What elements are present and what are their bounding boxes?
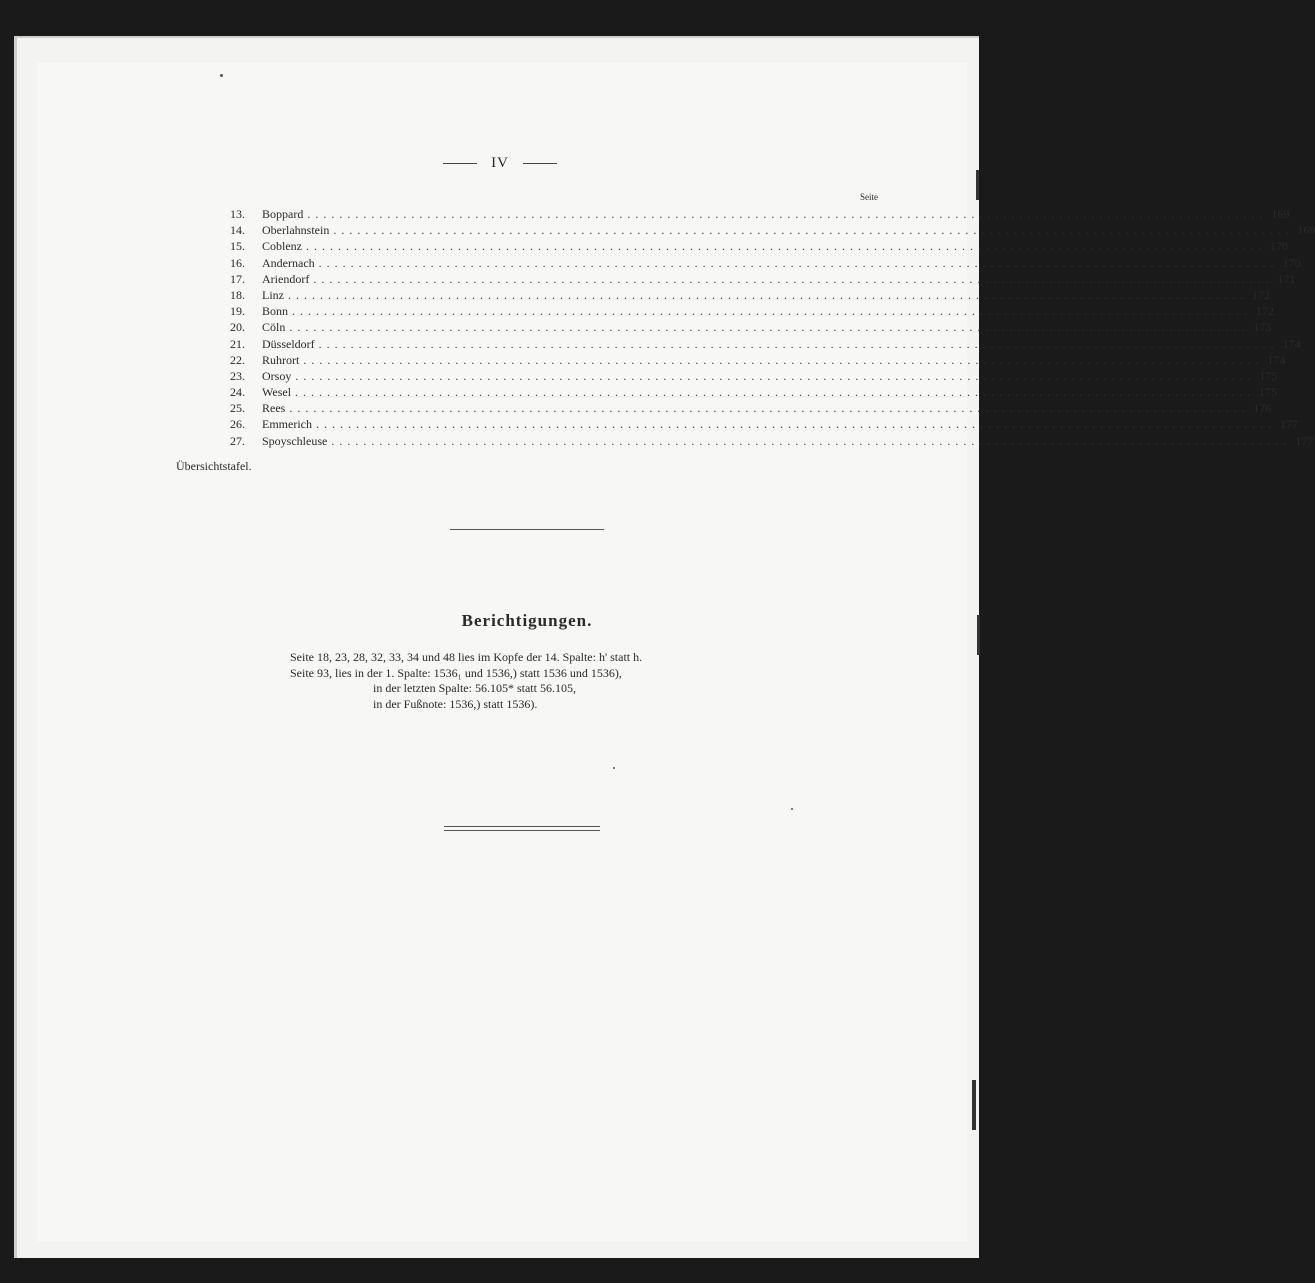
toc-entry-number: 27. [230,433,245,448]
toc-leader-dots: ........................................................................................................................ [288,287,1248,302]
toc-entry-page: 170 [1270,239,1288,254]
correction-line: in der Fußnote: 1536,) statt 1536). [373,696,538,711]
toc-entry-number: 22. [230,352,245,367]
correction-line: Seite 18, 23, 28, 32, 33, 34 und 48 lies im Kopfe der 14. Spalte: h' statt h. [290,650,643,664]
toc-entry-page: 172 [1256,304,1275,319]
corrections-title: Berichtigungen. [461,611,593,630]
correction-line: in der letzten Spalte: 56.105* statt 56.105, [373,681,576,695]
toc-leader-dots: ........................................................................................................................ [307,207,1268,221]
binding-mark [972,1080,976,1130]
page-number: IV [491,155,509,171]
toc-entry-page: 177 [1279,417,1298,432]
toc-entry-page: 169 [1297,223,1315,238]
toc-entry [230,384,1278,400]
toc-entry-number: 13. [230,207,245,221]
toc-leader-dots: ........................................................................................................................ [333,223,1294,238]
correction-line: Seite 93, lies in der 1. Spalte: 1536₁ und 1536,) statt 1536 und 1536), [290,665,622,680]
toc-entry-number: 20. [230,320,245,335]
toc-column-label: Seite [860,192,878,202]
toc-entry-page: 171 [1277,271,1296,286]
toc-entry-page: 174 [1282,336,1301,351]
toc-leader-dots: ........................................................................................................................ [315,417,1276,432]
toc-leader-dots: ........................................................................................................................ [289,401,1250,416]
toc-entry-number: 16. [230,255,245,270]
toc-entry-number: 15. [230,239,245,254]
toc-entry-page: 172 [1252,287,1270,302]
toc-leader-dots: ........................................................................................................................ [313,271,1274,286]
toc-entry-page: 176 [1253,401,1272,416]
toc-entry [230,303,1275,319]
toc-entry-name: Rees [262,401,286,416]
toc-entry-name: Bonn [262,304,289,319]
toc-entry-name: Andernach [262,255,315,270]
paper-speck [220,74,223,77]
toc-entry-name: Orsoy [262,368,292,383]
paper-speck [613,767,615,769]
toc-leader-dots: ........................................................................................................................ [331,433,1292,448]
toc-entry [230,368,1278,384]
binding-mark [977,615,980,655]
toc-leader-dots: ........................................................................................................................ [289,320,1250,335]
table-of-contents [230,206,1315,449]
toc-entry-number: 21. [230,336,245,351]
toc-entry [230,336,1301,352]
toc-leader-dots: ........................................................................................................................ [295,385,1256,400]
toc-entry-name: Linz [262,287,284,302]
corrections-block [290,650,642,712]
toc-leader-dots: ........................................................................................................................ [318,255,1279,270]
toc-entry-page: 173 [1253,320,1272,335]
header-rule-left [443,163,477,164]
toc-entry-number: 25. [230,401,245,416]
toc-entry [230,238,1288,254]
paper-speck [791,808,793,810]
header-rule-right [523,163,557,164]
toc-entry-name: Spoyschleuse [262,433,328,448]
toc-entry [230,433,1314,449]
toc-entry-number: 23. [230,368,245,383]
toc-entry [230,287,1270,303]
toc-leader-dots: ........................................................................................................................ [292,304,1253,319]
toc-entry [230,416,1298,432]
toc-entry-page: 177 [1295,433,1314,448]
toc-entry-name: Emmerich [262,417,312,432]
toc-entry-page: 169 [1271,207,1290,221]
toc-entry-number: 14. [230,223,245,238]
toc-entry-name: Wesel [262,385,292,400]
toc-entry-name: Boppard [262,207,304,221]
toc-leader-dots: ........................................................................................................................ [318,336,1279,351]
toc-entry-page: 170 [1282,255,1301,270]
toc-entry-name: Cöln [262,320,286,335]
toc-entry [230,319,1272,335]
toc-entry-name: Ariendorf [262,271,310,286]
binding-mark [976,170,979,200]
toc-entry-number: 17. [230,271,245,286]
toc-entry-name: Düsseldorf [262,336,315,351]
toc-entry-page: 174 [1267,352,1286,367]
toc-entry [230,255,1301,271]
toc-leader-dots: ........................................................................................................................ [295,368,1256,383]
toc-leader-dots: ........................................................................................................................ [306,239,1266,254]
toc-entry-page: 175 [1259,368,1278,383]
closing-double-rule [444,826,600,831]
toc-entry-number: 24. [230,385,245,400]
toc-entry [230,352,1286,368]
toc-entry [230,400,1272,416]
toc-entry-name: Ruhrort [262,352,300,367]
toc-leader-dots: ........................................................................................................................ [303,352,1264,367]
toc-entry-page: 175 [1259,385,1278,400]
page-header [0,155,1000,172]
toc-entry-name: Oberlahnstein [262,223,330,238]
toc-entry-number: 26. [230,417,245,432]
section-divider [450,529,604,530]
toc-entry [230,206,1290,222]
toc-entry [230,271,1296,287]
toc-entry-number: 19. [230,304,245,319]
toc-entry-name: Coblenz [262,239,302,254]
toc-entry [230,222,1315,238]
toc-entry-number: 18. [230,287,245,302]
overview-entry: Übersichtstafel. [176,459,252,473]
